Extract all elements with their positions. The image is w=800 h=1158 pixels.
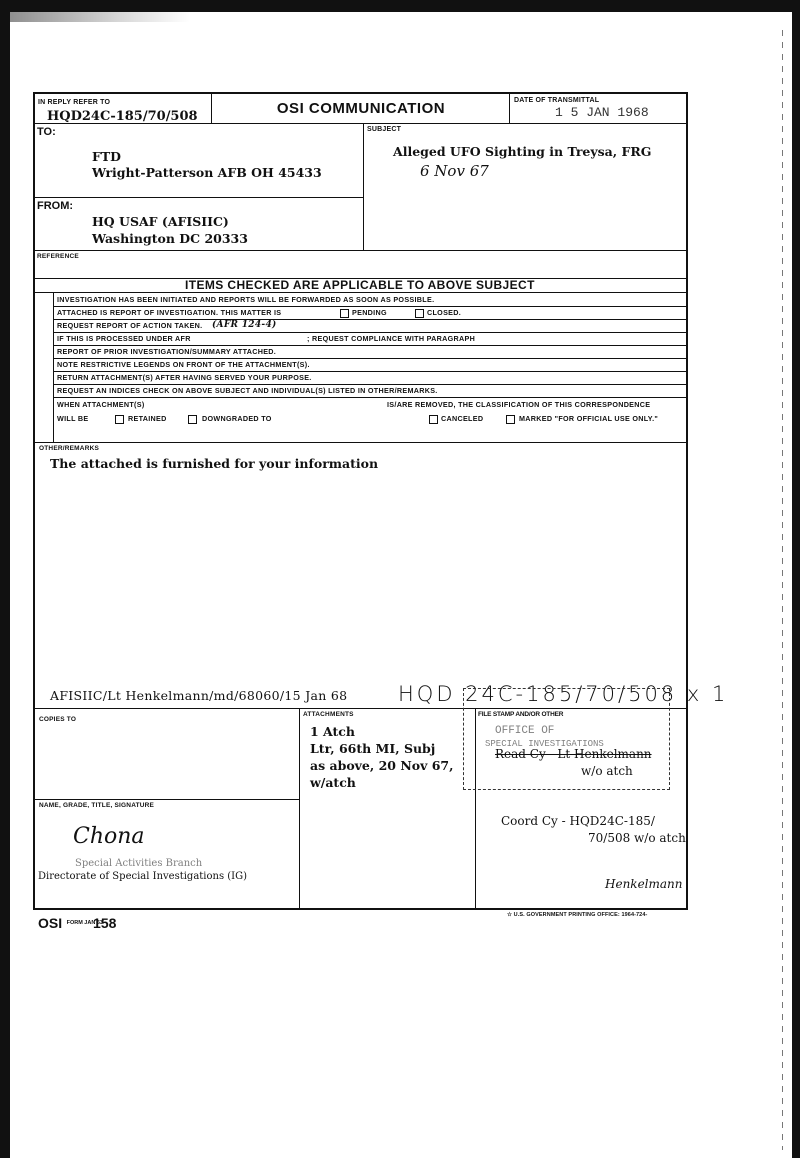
subject-value: Alleged UFO Sighting in Treysa, FRG <box>393 144 652 159</box>
to-line-1: FTD <box>92 149 122 164</box>
read-copy-line: Read Cy - Lt Henkelmann <box>495 747 652 761</box>
osi-communication-form <box>33 92 729 910</box>
pending-checkbox[interactable] <box>340 309 349 318</box>
to-line-2: Wright-Patterson AFB OH 45433 <box>92 165 322 180</box>
stamp-line-2: SPECIAL INVESTIGATIONS <box>485 739 604 749</box>
originator-line: AFISIIC/Lt Henkelmann/md/68060/15 Jan 68 <box>50 688 348 703</box>
subject-label: SUBJECT <box>367 126 402 133</box>
scan-border-top <box>0 0 800 12</box>
scan-artifact <box>10 12 190 22</box>
item-row-prior-investigation: REPORT OF PRIOR INVESTIGATION/SUMMARY ATTACHED. <box>57 347 277 356</box>
marked-fouo-checkbox[interactable] <box>506 415 515 424</box>
item-row-report-attached: ATTACHED IS REPORT OF INVESTIGATION. THIS MATTER IS PENDING CLOSED. <box>57 308 462 317</box>
from-line-2: Washington DC 20333 <box>92 231 248 246</box>
attachments-label: ATTACHMENTS <box>303 711 354 718</box>
scan-border-left <box>0 0 10 1158</box>
signature-line-1: Special Activities Branch <box>75 858 203 869</box>
downgraded-checkbox[interactable] <box>188 415 197 424</box>
remarks-label: OTHER/REMARKS <box>39 445 100 452</box>
stamp-line-1: OFFICE OF <box>495 725 555 737</box>
canceled-checkbox[interactable] <box>429 415 438 424</box>
subject-handwritten-date: 6 Nov 67 <box>420 162 489 180</box>
form-title: OSI COMMUNICATION <box>276 100 446 117</box>
coord-copy-line-1: Coord Cy - HQD24C-185/ <box>501 814 655 828</box>
scan-border-right <box>792 0 800 1158</box>
signature-block-label: NAME, GRADE, TITLE, SIGNATURE <box>39 802 155 809</box>
item-row-return-attachment: RETURN ATTACHMENT(S) AFTER HAVING SERVED YOUR PURPOSE. <box>57 373 312 382</box>
from-line-1: HQ USAF (AFISIIC) <box>92 214 229 229</box>
item-row-investigation-initiated: INVESTIGATION HAS BEEN INITIATED AND REPORTS WILL BE FORWARDED AS SOON AS POSSIBLE. <box>57 295 435 304</box>
date-label: DATE OF TRANSMITTAL <box>514 97 600 104</box>
to-label: TO: <box>37 126 56 138</box>
remarks-text: The attached is furnished for your information <box>50 456 379 471</box>
reference-label: REFERENCE <box>37 253 79 260</box>
item-row-will-be: WILL BE RETAINED DOWNGRADED TO CANCELED MARKED "FOR OFFICIAL USE ONLY." <box>57 414 659 423</box>
attachment-line-4: w/atch <box>310 775 356 790</box>
attachment-line-2: Ltr, 66th MI, Subj <box>310 741 436 756</box>
scan-fold-line <box>782 30 783 1150</box>
afr-typed: (AFR 124-4) <box>212 320 277 330</box>
item-row-when-attachment: WHEN ATTACHMENT(S) IS/ARE REMOVED, THE CLASSIFICATION OF THIS CORRESPONDENCE <box>57 400 651 409</box>
item-row-restrictive-legends: NOTE RESTRICTIVE LEGENDS ON FRONT OF THE ATTACHMENT(S). <box>57 360 310 369</box>
coord-copy-line-2: 70/508 w/o atch <box>588 831 686 845</box>
items-heading: ITEMS CHECKED ARE APPLICABLE TO ABOVE SUBJECT <box>185 278 535 292</box>
item-row-processed-under-afr: IF THIS IS PROCESSED UNDER AFR ; REQUEST COMPLIANCE WITH PARAGRAPH <box>57 334 476 343</box>
form-number: OSI FORM JAN 63 158 <box>38 914 117 931</box>
printing-office-line: ☆ U.S. GOVERNMENT PRINTING OFFICE: 1964-724- <box>507 912 648 918</box>
item-row-request-action: REQUEST REPORT OF ACTION TAKEN. (AFR 124-4) <box>57 320 277 330</box>
handwritten-file-reference: HQD 24C-185/70/508 x 1 <box>398 682 729 706</box>
attachment-line-3: as above, 20 Nov 67, <box>310 758 454 773</box>
date-stamp: 1 5 JAN 1968 <box>555 105 649 120</box>
copies-to-label: COPIES TO <box>39 716 77 723</box>
item-row-indices-check: REQUEST AN INDICES CHECK ON ABOVE SUBJECT AND INDIVIDUAL(S) LISTED IN OTHER/REMARKS. <box>57 386 438 395</box>
closed-checkbox[interactable] <box>415 309 424 318</box>
read-copy-note: w/o atch <box>581 764 633 778</box>
file-stamp-label: FILE STAMP AND/OR OTHER <box>478 711 564 718</box>
reply-value: HQD24C-185/70/508 <box>47 109 198 124</box>
reply-label: IN REPLY REFER TO <box>38 99 111 106</box>
initials-signature: Henkelmann <box>605 877 683 891</box>
attachment-line-1: 1 Atch <box>310 724 356 739</box>
signature-line-2: Directorate of Special Investigations (IG) <box>38 871 248 882</box>
from-label: FROM: <box>37 200 74 212</box>
retained-checkbox[interactable] <box>115 415 124 424</box>
handwritten-signature: Chona <box>73 824 145 849</box>
